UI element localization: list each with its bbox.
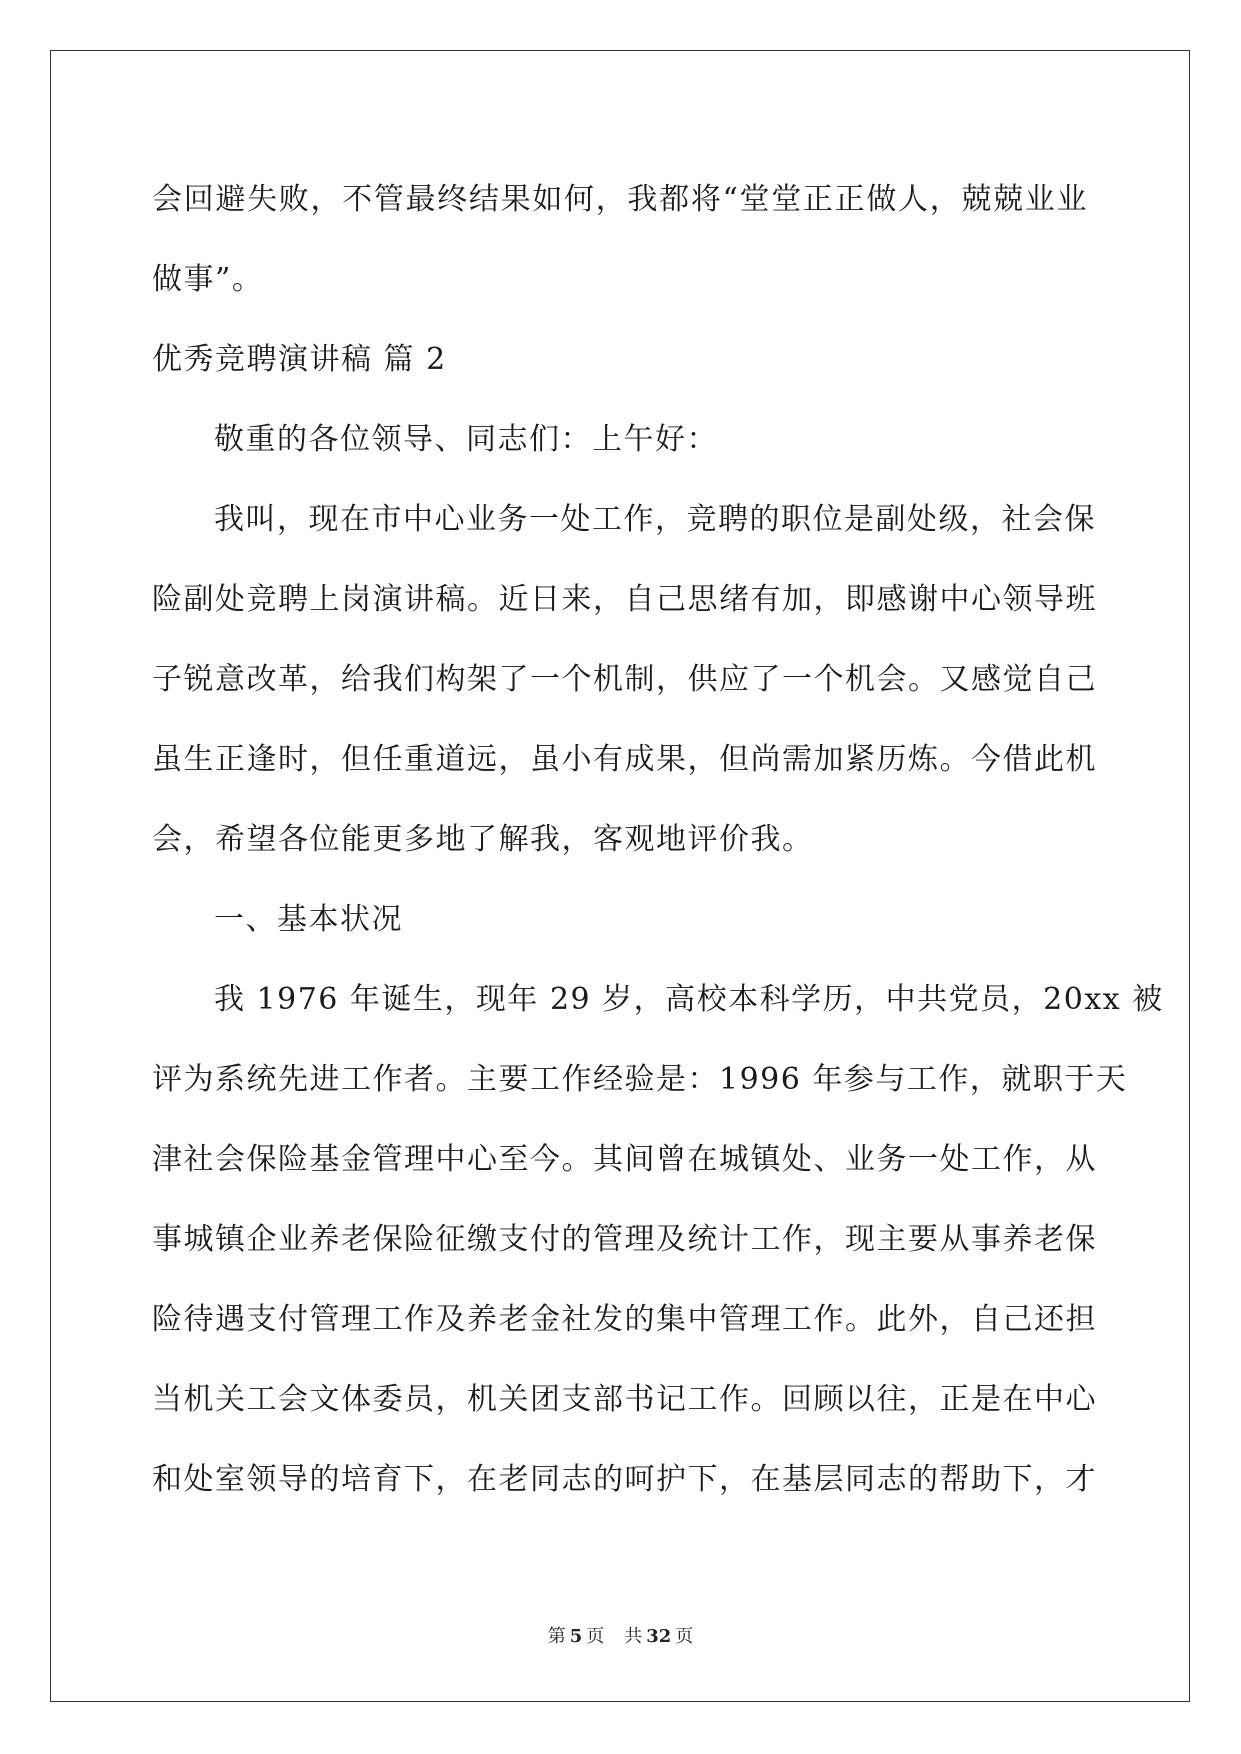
text-line: 做事”。 [152, 262, 264, 297]
page-number: 5 [569, 1626, 583, 1647]
text-line: 子锐意改革，给我们构架了一个机制，供应了一个机会。又感觉自己 [152, 662, 1097, 697]
text-line: 我 1976 年诞生，现年 29 岁，高校本科学历，中共党员，20xx 被 [214, 982, 1164, 1017]
text-line: 险副处竞聘上岗演讲稿。近日来，自己思绪有加，即感谢中心领导班 [152, 582, 1097, 617]
heading-text: 一、基本状况 [214, 902, 403, 937]
text-line: 会回避失败，不管最终结果如何，我都将“堂堂正正做人，兢兢业业 [152, 182, 1088, 217]
text-line: 当机关工会文体委员，机关团支部书记工作。回顾以往，正是在中心 [152, 1382, 1097, 1417]
text-line: 虽生正逢时，但任重道远，虽小有成果，但尚需加紧历炼。今借此机 [152, 742, 1097, 777]
text-line: 事城镇企业养老保险征缴支付的管理及统计工作，现主要从事养老保 [152, 1222, 1097, 1257]
salutation [152, 400, 1088, 480]
text-line: 津社会保险基金管理中心至今。其间曾在城镇处、业务一处工作，从 [152, 1142, 1097, 1177]
paragraph [152, 160, 1088, 320]
footer-page-suffix: 页 [586, 1626, 605, 1647]
text-line: 会，希望各位能更多地了解我，客观地评价我。 [152, 822, 814, 857]
section-heading [152, 320, 1088, 400]
text-line: 险待遇支付管理工作及养老金社发的集中管理工作。此外，自己还担 [152, 1302, 1097, 1337]
paragraph [152, 960, 1164, 1520]
paragraph [152, 480, 1097, 880]
text-line: 我叫，现在市中心业务一处工作，竞聘的职位是副处级，社会保 [214, 502, 1096, 537]
text-line: 和处室领导的培育下，在老同志的呵护下，在基层同志的帮助下，才 [152, 1462, 1097, 1497]
text-line: 评为系统先进工作者。主要工作经验是：1996 年参与工作，就职于天 [152, 1062, 1128, 1097]
total-pages: 32 [646, 1626, 672, 1647]
subsection-heading [152, 880, 1088, 960]
heading-text: 优秀竞聘演讲稿 篇 2 [152, 342, 447, 377]
footer-total-prefix: 共 [624, 1626, 643, 1647]
footer-prefix: 第 [547, 1626, 566, 1647]
footer-total-suffix: 页 [675, 1626, 694, 1647]
document-body [152, 160, 1164, 1520]
page-footer [0, 1622, 1241, 1648]
text-line: 敬重的各位领导、同志们：上午好： [214, 422, 718, 457]
